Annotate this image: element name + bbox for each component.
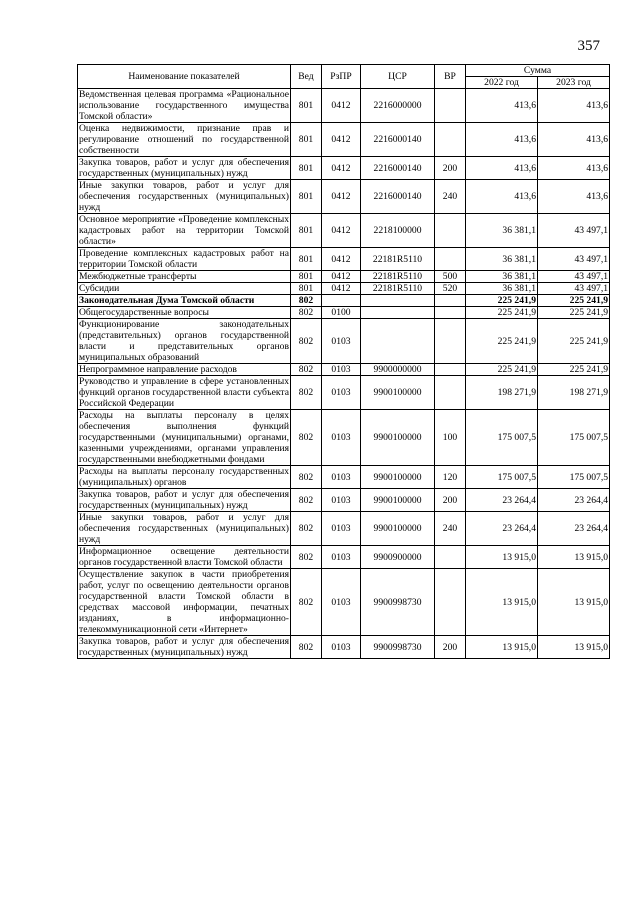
cell-rzpr: 0103 [322, 569, 361, 636]
cell-vr: 240 [435, 180, 466, 214]
table-row [78, 569, 610, 636]
cell-sum-2022: 13 915,0 [466, 546, 538, 569]
cell-vr [435, 364, 466, 376]
cell-vr: 240 [435, 512, 466, 546]
cell-ved: 801 [291, 123, 322, 157]
cell-csr: 9900100000 [361, 376, 435, 410]
header-name: Наименование показателей [78, 65, 291, 89]
cell-csr [361, 307, 435, 319]
cell-sum-2022: 23 264,4 [466, 512, 538, 546]
cell-rzpr: 0103 [322, 319, 361, 364]
cell-sum-2023: 43 497,1 [538, 248, 610, 271]
cell-sum-2022: 36 381,1 [466, 283, 538, 295]
table-row [78, 364, 610, 376]
cell-ved: 802 [291, 466, 322, 489]
cell-rzpr: 0412 [322, 283, 361, 295]
cell-ved: 801 [291, 157, 322, 180]
table-body [78, 89, 610, 659]
cell-name: Закупка товаров, работ и услуг для обеспечения государственных (муниципальных) нужд [79, 636, 289, 658]
cell-ved: 802 [291, 410, 322, 466]
cell-csr: 9900100000 [361, 489, 435, 512]
cell-sum-2023: 225 241,9 [538, 307, 610, 319]
cell-csr: 9900100000 [361, 410, 435, 466]
cell-sum-2023: 23 264,4 [538, 512, 610, 546]
cell-vr [435, 295, 466, 307]
cell-name: Закупка товаров, работ и услуг для обеспечения государственных (муниципальных) нужд [79, 157, 289, 179]
cell-sum-2023: 198 271,9 [538, 376, 610, 410]
cell-sum-2022: 36 381,1 [466, 248, 538, 271]
cell-vr: 520 [435, 283, 466, 295]
cell-sum-2022: 225 241,9 [466, 307, 538, 319]
table-row [78, 410, 610, 466]
cell-ved: 801 [291, 248, 322, 271]
cell-name: Расходы на выплаты персоналу в целях обеспечения выполнения функций государственными (муниципальными) органами, казенными учреждениями, органами управления государственными внебюджетными фондами [79, 410, 289, 465]
table-row [78, 489, 610, 512]
cell-vr [435, 214, 466, 248]
cell-csr: 9900100000 [361, 512, 435, 546]
table-row [78, 307, 610, 319]
cell-ved: 802 [291, 569, 322, 636]
cell-ved: 801 [291, 214, 322, 248]
cell-csr: 9900100000 [361, 466, 435, 489]
cell-rzpr: 0412 [322, 271, 361, 283]
cell-sum-2022: 13 915,0 [466, 569, 538, 636]
header-rzpr: РзПР [322, 65, 361, 89]
cell-csr: 22181R5110 [361, 271, 435, 283]
table-row [78, 180, 610, 214]
cell-csr [361, 319, 435, 364]
cell-rzpr: 0103 [322, 364, 361, 376]
header-year-2022: 2022 год [466, 77, 538, 89]
cell-csr: 2218100000 [361, 214, 435, 248]
cell-sum-2023: 413,6 [538, 180, 610, 214]
cell-rzpr: 0412 [322, 248, 361, 271]
cell-name: Ведомственная целевая программа «Рациональное использование государственного имущества Томской области» [79, 89, 289, 122]
cell-csr: 9900998730 [361, 636, 435, 659]
table-row [78, 466, 610, 489]
header-sum: Сумма [466, 65, 610, 77]
cell-csr: 2216000140 [361, 157, 435, 180]
cell-csr: 2216000000 [361, 89, 435, 123]
cell-sum-2022: 175 007,5 [466, 410, 538, 466]
table-row [78, 636, 610, 659]
cell-csr: 2216000140 [361, 180, 435, 214]
cell-rzpr: 0103 [322, 512, 361, 546]
cell-vr [435, 307, 466, 319]
cell-csr: 22181R5110 [361, 248, 435, 271]
cell-name: Основное мероприятие «Проведение комплексных кадастровых работ на территории Томской области» [79, 214, 289, 247]
cell-vr: 200 [435, 157, 466, 180]
cell-sum-2023: 175 007,5 [538, 466, 610, 489]
cell-ved: 801 [291, 271, 322, 283]
cell-name: Закупка товаров, работ и услуг для обеспечения государственных (муниципальных) нужд [79, 489, 289, 511]
table-row [78, 376, 610, 410]
cell-ved: 802 [291, 364, 322, 376]
cell-rzpr: 0100 [322, 307, 361, 319]
cell-vr [435, 248, 466, 271]
cell-sum-2023: 225 241,9 [538, 295, 610, 307]
cell-csr: 9900998730 [361, 569, 435, 636]
cell-sum-2023: 13 915,0 [538, 546, 610, 569]
cell-sum-2022: 413,6 [466, 123, 538, 157]
cell-vr [435, 319, 466, 364]
cell-ved: 802 [291, 489, 322, 512]
cell-sum-2022: 413,6 [466, 157, 538, 180]
cell-name: Оценка недвижимости, признание прав и регулирование отношений по государственной собственности [79, 123, 289, 156]
cell-sum-2022: 175 007,5 [466, 466, 538, 489]
cell-name: Информационное освещение деятельности органов государственной власти Томской области [79, 546, 289, 568]
header-csr: ЦСР [361, 65, 435, 89]
table-row [78, 271, 610, 283]
table-row [78, 512, 610, 546]
cell-name: Расходы на выплаты персоналу государственных (муниципальных) органов [79, 466, 289, 488]
cell-vr: 500 [435, 271, 466, 283]
cell-sum-2023: 413,6 [538, 157, 610, 180]
cell-csr: 9900900000 [361, 546, 435, 569]
cell-sum-2022: 413,6 [466, 89, 538, 123]
cell-ved: 801 [291, 89, 322, 123]
cell-ved: 801 [291, 180, 322, 214]
cell-ved: 802 [291, 295, 322, 307]
cell-name: Иные закупки товаров, работ и услуг для обеспечения государственных (муниципальных) нужд [79, 180, 289, 213]
cell-sum-2023: 175 007,5 [538, 410, 610, 466]
table-row [78, 89, 610, 123]
cell-sum-2022: 13 915,0 [466, 636, 538, 659]
cell-ved: 802 [291, 636, 322, 659]
cell-sum-2022: 23 264,4 [466, 489, 538, 512]
table-row [78, 295, 610, 307]
cell-sum-2023: 413,6 [538, 89, 610, 123]
cell-name: Межбюджетные трансферты [78, 271, 291, 283]
cell-name: Общегосударственные вопросы [78, 307, 291, 319]
cell-sum-2022: 36 381,1 [466, 271, 538, 283]
cell-rzpr: 0103 [322, 489, 361, 512]
cell-rzpr: 0103 [322, 410, 361, 466]
cell-sum-2023: 23 264,4 [538, 489, 610, 512]
cell-sum-2023: 43 497,1 [538, 271, 610, 283]
cell-ved: 802 [291, 319, 322, 364]
cell-vr [435, 376, 466, 410]
cell-sum-2023: 413,6 [538, 123, 610, 157]
cell-sum-2023: 43 497,1 [538, 283, 610, 295]
cell-name: Законодательная Дума Томской области [78, 295, 291, 307]
cell-ved: 802 [291, 546, 322, 569]
cell-csr [361, 295, 435, 307]
cell-rzpr: 0412 [322, 214, 361, 248]
table-row [78, 157, 610, 180]
cell-csr: 22181R5110 [361, 283, 435, 295]
cell-ved: 801 [291, 283, 322, 295]
table-header [78, 65, 610, 89]
table-row [78, 319, 610, 364]
cell-sum-2022: 198 271,9 [466, 376, 538, 410]
cell-rzpr: 0103 [322, 466, 361, 489]
cell-name: Функционирование законодательных (представительных) органов государственной власти и представительных органов муниципальных образований [79, 319, 289, 363]
cell-rzpr: 0412 [322, 89, 361, 123]
cell-rzpr: 0412 [322, 180, 361, 214]
cell-sum-2023: 43 497,1 [538, 214, 610, 248]
cell-vr [435, 546, 466, 569]
cell-sum-2022: 225 241,9 [466, 295, 538, 307]
budget-table [77, 64, 610, 659]
cell-csr: 9900000000 [361, 364, 435, 376]
table-row [78, 546, 610, 569]
cell-vr: 200 [435, 489, 466, 512]
cell-name: Проведение комплексных кадастровых работ на территории Томской области [79, 248, 289, 270]
cell-sum-2022: 413,6 [466, 180, 538, 214]
cell-ved: 802 [291, 307, 322, 319]
table-row [78, 283, 610, 295]
cell-vr: 200 [435, 636, 466, 659]
header-year-2023: 2023 год [538, 77, 610, 89]
header-vr: ВР [435, 65, 466, 89]
table-row [78, 248, 610, 271]
cell-name: Руководство и управление в сфере установленных функций органов государственной власти субъекта Российской Федерации [79, 376, 289, 409]
cell-name: Иные закупки товаров, работ и услуг для обеспечения государственных (муниципальных) нужд [79, 512, 289, 545]
cell-sum-2023: 13 915,0 [538, 636, 610, 659]
cell-vr [435, 89, 466, 123]
cell-vr [435, 123, 466, 157]
cell-vr: 100 [435, 410, 466, 466]
cell-sum-2022: 225 241,9 [466, 319, 538, 364]
cell-sum-2023: 225 241,9 [538, 364, 610, 376]
cell-rzpr: 0412 [322, 123, 361, 157]
cell-name: Осуществление закупок в части приобретения работ, услуг по освещению деятельности органов государственной власти Томской области в средствах массовой информации, печатных изданиях, в информационно-телекоммуникационной сети «Интернет» [79, 569, 289, 635]
cell-sum-2023: 13 915,0 [538, 569, 610, 636]
cell-vr: 120 [435, 466, 466, 489]
cell-vr [435, 569, 466, 636]
cell-rzpr: 0103 [322, 636, 361, 659]
table-row [78, 123, 610, 157]
cell-name: Непрограммное направление расходов [78, 364, 291, 376]
page-number: 357 [577, 38, 600, 54]
header-ved: Вед [291, 65, 322, 89]
cell-csr: 2216000140 [361, 123, 435, 157]
cell-name: Субсидии [78, 283, 291, 295]
cell-ved: 802 [291, 376, 322, 410]
cell-sum-2022: 36 381,1 [466, 214, 538, 248]
cell-sum-2022: 225 241,9 [466, 364, 538, 376]
cell-ved: 802 [291, 512, 322, 546]
cell-rzpr [322, 295, 361, 307]
cell-rzpr: 0103 [322, 376, 361, 410]
cell-rzpr: 0103 [322, 546, 361, 569]
cell-rzpr: 0412 [322, 157, 361, 180]
table-row [78, 214, 610, 248]
cell-sum-2023: 225 241,9 [538, 319, 610, 364]
